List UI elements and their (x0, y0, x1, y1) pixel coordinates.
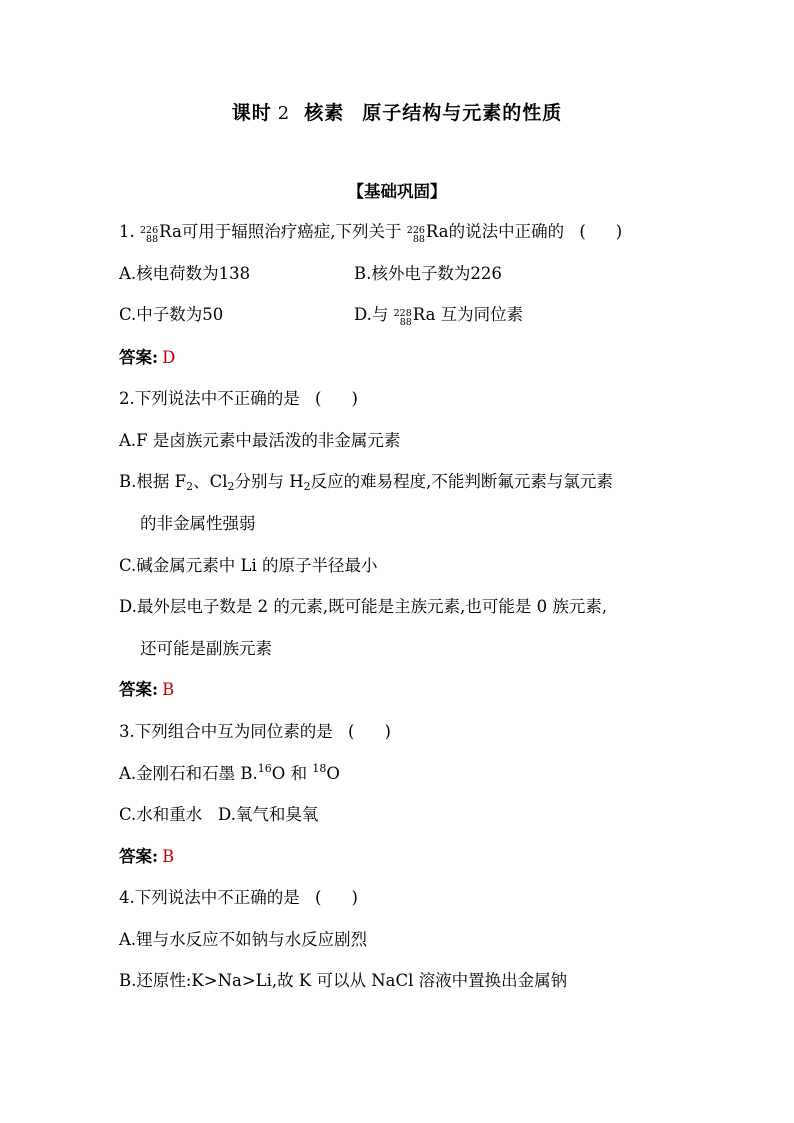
q1-option-b: B.核外电子数为226 (354, 264, 502, 283)
title-topic: 核素 (304, 102, 345, 124)
q1-option-c: C.中子数为50 (119, 305, 224, 324)
nuclide-ra228: 228 88 Ra (393, 305, 436, 328)
title-subtitle: 原子结构与元素的性质 (362, 102, 563, 124)
question-2-stem: 2.下列说法中不正确的是 ( ) (119, 389, 358, 408)
q1-answer: 答案: D (119, 348, 176, 367)
question-text: 可用于辐照治疗癌症,下列关于 (181, 222, 402, 241)
q1-option-d: D.与 228 88 Ra 互为同位素 (354, 305, 524, 328)
q3-option-d: D.氧气和臭氧 (218, 805, 319, 824)
nuclide-ra226: 226 88 Ra (140, 222, 182, 245)
title-number: 2 (277, 103, 291, 124)
q3-answer: 答案: B (119, 847, 175, 866)
q3-options-cd (119, 804, 318, 826)
q1-option-a: A.核电荷数为138 (119, 264, 251, 283)
question-3-stem: 3.下列组合中互为同位素的是 ( ) (119, 722, 391, 741)
q4-option-b: B.还原性:K>Na>Li,故 K 可以从 NaCl 溶液中置换出金属钠 (119, 971, 568, 990)
answer-blank: ( ) (348, 722, 391, 741)
q2-option-a: A.F 是卤族元素中最活泼的非金属元素 (119, 431, 401, 450)
question-text: 的说法中正确的 (448, 222, 565, 241)
q2-option-b: B.根据 $F_2$、$Cl_2$分别与 $H_2$反应的难易程度,不能判断氟元素与氯元素 (119, 472, 613, 493)
question-1-stem (119, 221, 622, 244)
section-heading: 【基础巩固】 (347, 182, 447, 201)
title-lesson: 课时 (231, 102, 272, 124)
q2-answer: 答案: B (119, 680, 175, 699)
q2-option-d: D.最外层电子数是 2 的元素,既可能是主族元素,也可能是 0 族元素, (119, 597, 608, 616)
q2-option-c: C.碱金属元素中 Li 的原子半径最小 (119, 556, 378, 575)
nuclide-ra226: 226 88 Ra (406, 222, 449, 245)
answer-blank: ( ) (579, 222, 623, 241)
q4-option-a: A.锂与水反应不如钠与水反应剧烈 (119, 930, 368, 949)
question-number: 1. (119, 222, 135, 241)
q3-option-c: C.水和重水 (119, 805, 203, 824)
q3-option-a: A.金刚石和石墨 (119, 764, 236, 783)
q2-option-d-continued: 还可能是副族元素 (140, 639, 272, 658)
answer-blank: ( ) (315, 888, 358, 907)
page-title (0, 98, 794, 125)
q2-option-b-continued: 的非金属性强弱 (140, 514, 256, 533)
answer-blank: ( ) (315, 389, 358, 408)
question-4-stem: 4.下列说法中不正确的是 ( ) (119, 888, 358, 907)
q3-option-b: B.$^{16}$O 和 $^{18}$O (240, 762, 340, 783)
q3-options-ab (119, 763, 340, 785)
